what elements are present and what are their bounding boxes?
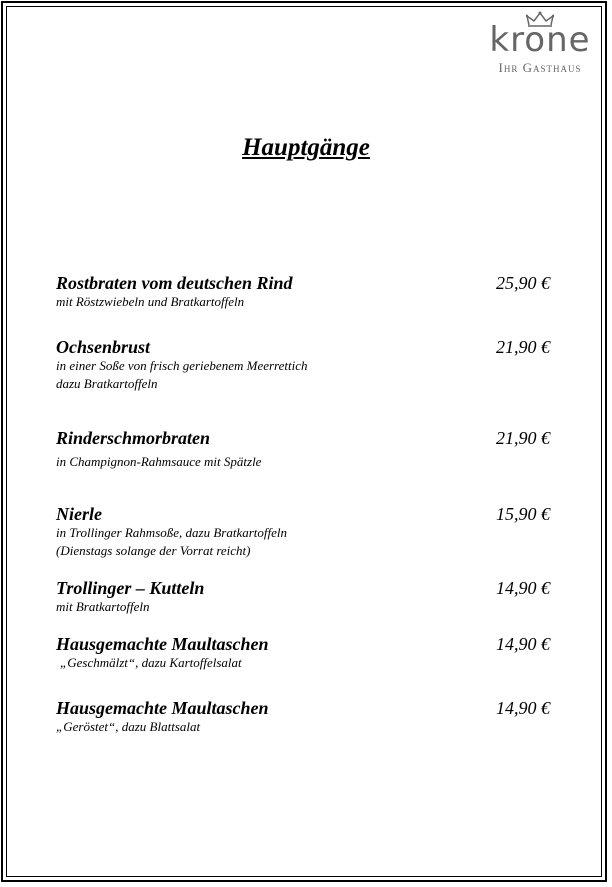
dish-name: Rostbraten vom deutschen Rind [56, 273, 293, 293]
page-title: Hauptgänge [242, 134, 370, 161]
menu-item [56, 273, 566, 311]
dish-price: 14,90 € [496, 578, 550, 598]
dish-description: dazu Bratkartoffeln [56, 376, 158, 391]
menu-item [56, 634, 566, 672]
logo-subtitle: Ihr Gasthaus [498, 60, 582, 75]
dish-name: Hausgemachte Maultaschen [56, 698, 269, 718]
dish-name: Trollinger – Kutteln [56, 578, 205, 598]
menu-item [56, 504, 566, 560]
dish-price: 21,90 € [496, 337, 550, 357]
dish-name: Nierle [56, 504, 102, 524]
menu-item [56, 428, 566, 471]
logo-wordmark: krone [489, 20, 591, 60]
dish-name: Hausgemachte Maultaschen [56, 634, 269, 654]
dish-price: 14,90 € [496, 634, 550, 654]
dish-description: „Geröstet“, dazu Blattsalat [56, 719, 201, 734]
dish-price: 15,90 € [496, 504, 550, 524]
dish-price: 14,90 € [496, 698, 550, 718]
dish-name: Rinderschmorbraten [56, 428, 211, 448]
dish-price: 25,90 € [496, 273, 550, 293]
dish-description: mit Bratkartoffeln [56, 599, 150, 614]
dish-description: „Geschmälzt“, dazu Kartoffelsalat [60, 655, 242, 670]
dish-description: in Trollinger Rahmsoße, dazu Bratkartoffeln [56, 525, 287, 540]
menu-item [56, 578, 566, 616]
krone-logo [480, 10, 600, 76]
dish-description: in Champignon-Rahmsauce mit Spätzle [56, 454, 262, 469]
dish-name: Ochsenbrust [56, 337, 151, 357]
menu-item [56, 698, 566, 736]
dish-price: 21,90 € [496, 428, 550, 448]
dish-description: in einer Soße von frisch geriebenem Meerrettich [56, 358, 308, 373]
dish-description: (Dienstags solange der Vorrat reicht) [56, 543, 251, 558]
menu-item [56, 337, 566, 393]
dish-description: mit Röstzwiebeln und Bratkartoffeln [56, 294, 245, 309]
